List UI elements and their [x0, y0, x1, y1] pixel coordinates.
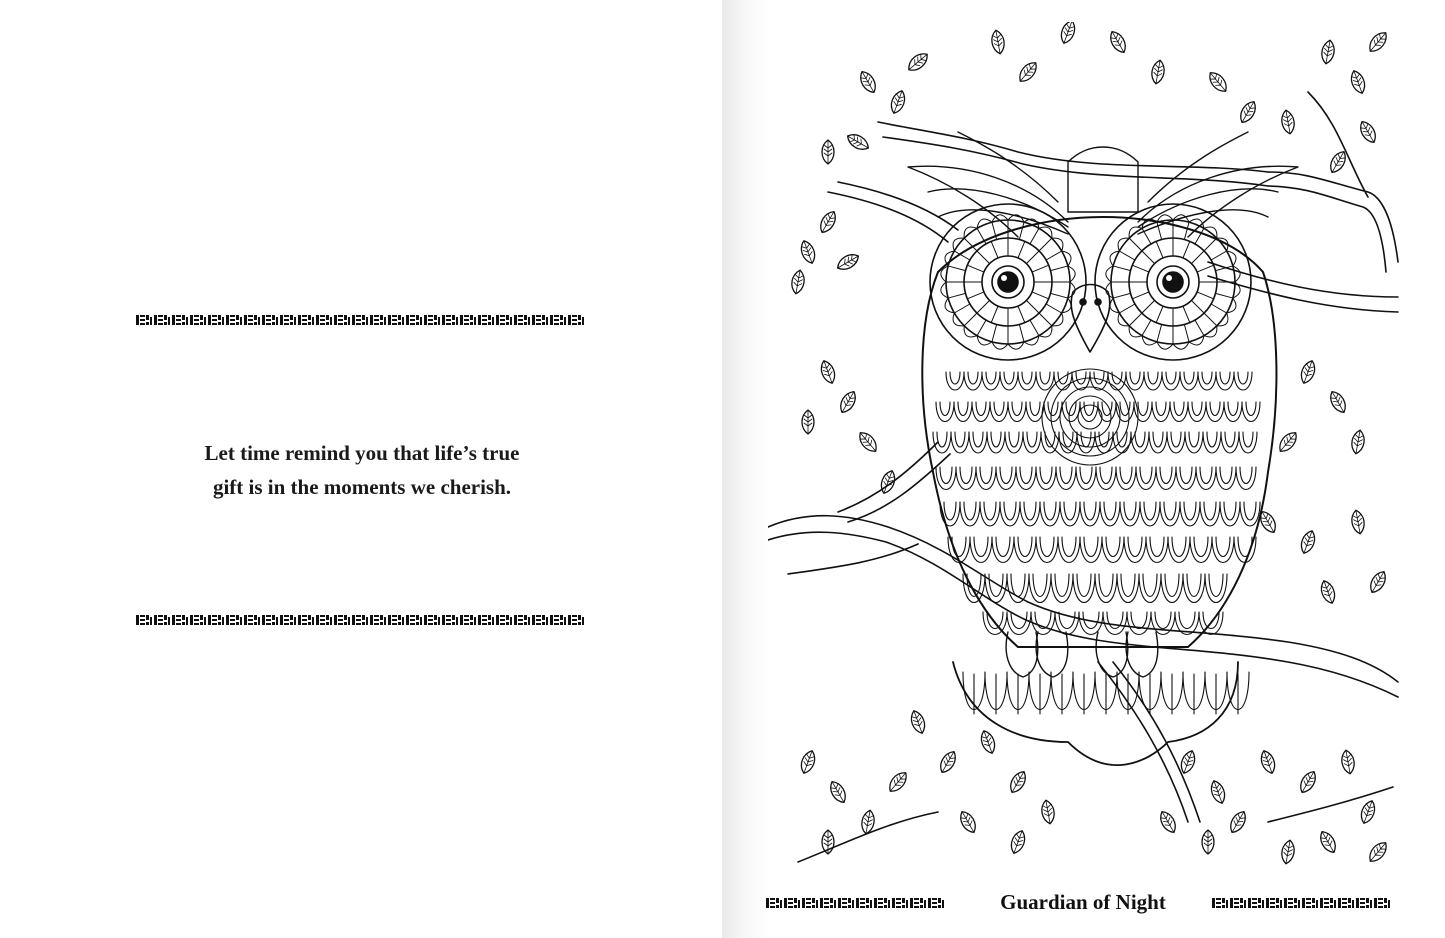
- owl-eyes: [930, 204, 1251, 360]
- tree-branches: [768, 92, 1398, 862]
- decorative-border-bottom: [136, 612, 590, 628]
- decorative-border-caption-left: [766, 895, 956, 911]
- left-page: [0, 0, 722, 938]
- quote-line-1: Let time remind you that life’s true: [204, 441, 520, 465]
- owl-ear-tufts: [908, 132, 1298, 237]
- decorative-border-top: [136, 312, 590, 328]
- owl-illustration: [768, 22, 1400, 880]
- owl-feet: [1006, 632, 1158, 677]
- quote-line-2: gift is in the moments we cherish.: [212, 475, 512, 499]
- decorative-border-caption-right: [1212, 895, 1402, 911]
- illustration-caption: Guardian of Night: [1000, 890, 1166, 914]
- quote-text: [120, 436, 604, 504]
